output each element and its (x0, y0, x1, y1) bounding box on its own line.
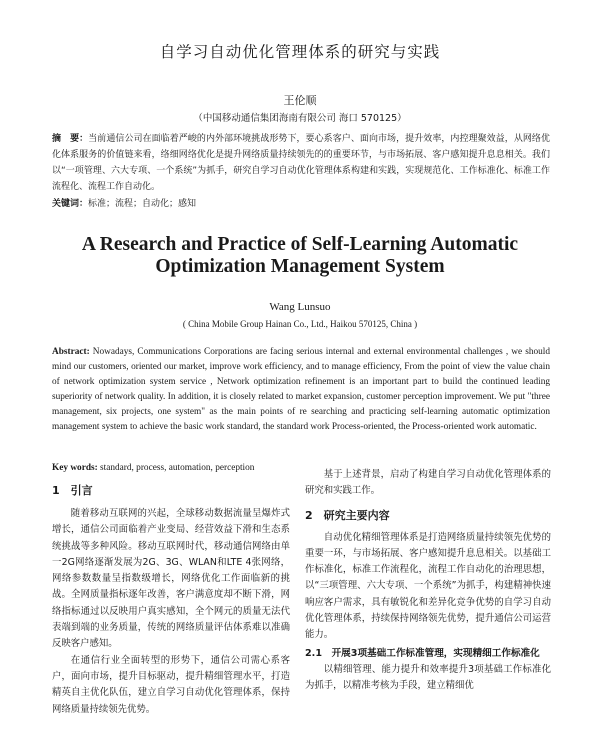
section-2-1-heading: 2.1 开展3项基础工作标准管理，实现精细工作标准化 (305, 647, 540, 659)
section-2-heading: 2 研究主要内容 (305, 508, 390, 522)
section-1-paragraph-2: 在通信行业全面转型的形势下，通信公司需心系客户，面向市场，提升目标驱动，提升精细管理水平，打造精英自主优化队伍，建立自学习自动优化管理体系，保持网络质量持续领先优势。 (52, 654, 290, 715)
section-2-1-paragraph-1: 以精细管理、能力提升和效率提升3项基础工作标准化为抓手，以精准考核为手段，建立精细优 (305, 663, 551, 692)
left-column (52, 483, 290, 718)
chinese-abstract-text: 当前通信公司在面临着严峻的内外部环境挑战形势下，要心系客户、面向市场，提升效率，内控理聚效益，从网络优化体系服务的价值链来看，络细网络优化是提升网络质量持续领先的的重要环节，与市场拓展、客户感知提升息息相关。我们以“一项管理、六大专项、一个系统”为抓手，研究自学习自动优化管理体系构建和实践，实现规范化、工作标准化、标准工作流程化、流程工作自动化。 (52, 134, 550, 192)
chinese-abstract-label: 摘 要： (52, 134, 89, 144)
section-2-paragraph-1: 自动优化精细管理体系是打造网络质量持续领先优势的重要一环，与市场拓展、客户感知提升息息相关。以基础工作标准化，标准工作流程化，流程工作自动化的治理思想，以“三项管理、六大专项、一个系统”为抓手，构建精神快速响应客户需求，具有敏锐化和差异化竞争优势的自学习自动优化管理体系，持续保持网络领先优势，提升通信公司运营能力。 (305, 531, 551, 641)
english-affiliation: ( China Mobile Group Hainan Co., Ltd., Haikou 570125, China ) (182, 319, 418, 329)
chinese-keywords-label: 关键词： (52, 199, 89, 209)
english-title-line-2: Optimization Management System (155, 256, 445, 277)
section-1-heading: 1 引言 (52, 484, 93, 497)
chinese-keywords (52, 196, 550, 209)
right-column-intro-paragraph: 基于上述背景，启动了构建自学习自动优化管理体系的研究和实践工作。 (305, 469, 551, 497)
chinese-affiliation: （中国移动通信集团海南有限公司 海口 570125） (193, 113, 407, 124)
english-abstract-text: Nowadays, Communications Corporations are facing serious internal and external environmental challenges , we should mind our customers, oriented our market, improve work efficiency, and to manage efficiency, From the point of view the value chain of network optimization system service , Network optimization refinement is an important part to build the continued leading superiority of network quality. In addition, it is closely related to market expansion, customer perception improvement. We put "three management, six projects, one system" as the main points of re searching and practicing self-learning automatic optimization management system to achieve the basic work standard, the standard work Process-oriented, the Process-oriented work automatic. (52, 347, 550, 432)
english-title-line-1: A Research and Practice of Self-Learning Automatic (81, 234, 519, 255)
chinese-keywords-text: 标准；流程；自动化；感知 (88, 199, 197, 209)
english-keywords-label: Key words: (52, 463, 98, 473)
chinese-abstract (52, 131, 550, 195)
english-title (0, 234, 600, 278)
right-column (305, 467, 551, 695)
chinese-title: 自学习自动优化管理体系的研究与实践 (159, 43, 441, 61)
english-author: Wang Lunsuo (269, 301, 331, 313)
english-abstract-label: Abstract: (52, 347, 90, 357)
section-1-paragraph-1: 随着移动互联网的兴起，全球移动数据流量呈爆炸式增长，通信公司面临着产业变局、经营效益下滑和生态系统挑战等多种风险。移动互联网时代，移动通信网络由单一2G网络逐渐发展为2G、3G、WLAN和LTE 4张网络，网络参数数量呈指数级增长，网络优化工作面临新的挑战。全网质量指标逐年改善，客户满意度却不断下滑，网络指标通过以反映用户真实感知，全个网元的质量无法代表端到端的业务质量，传统的网络质量评估体系难以准确反映客户感知。 (52, 508, 290, 650)
english-keywords-text: standard, process, automation, perception (97, 463, 255, 473)
english-abstract (52, 345, 550, 434)
chinese-author: 王伦顺 (283, 94, 317, 107)
